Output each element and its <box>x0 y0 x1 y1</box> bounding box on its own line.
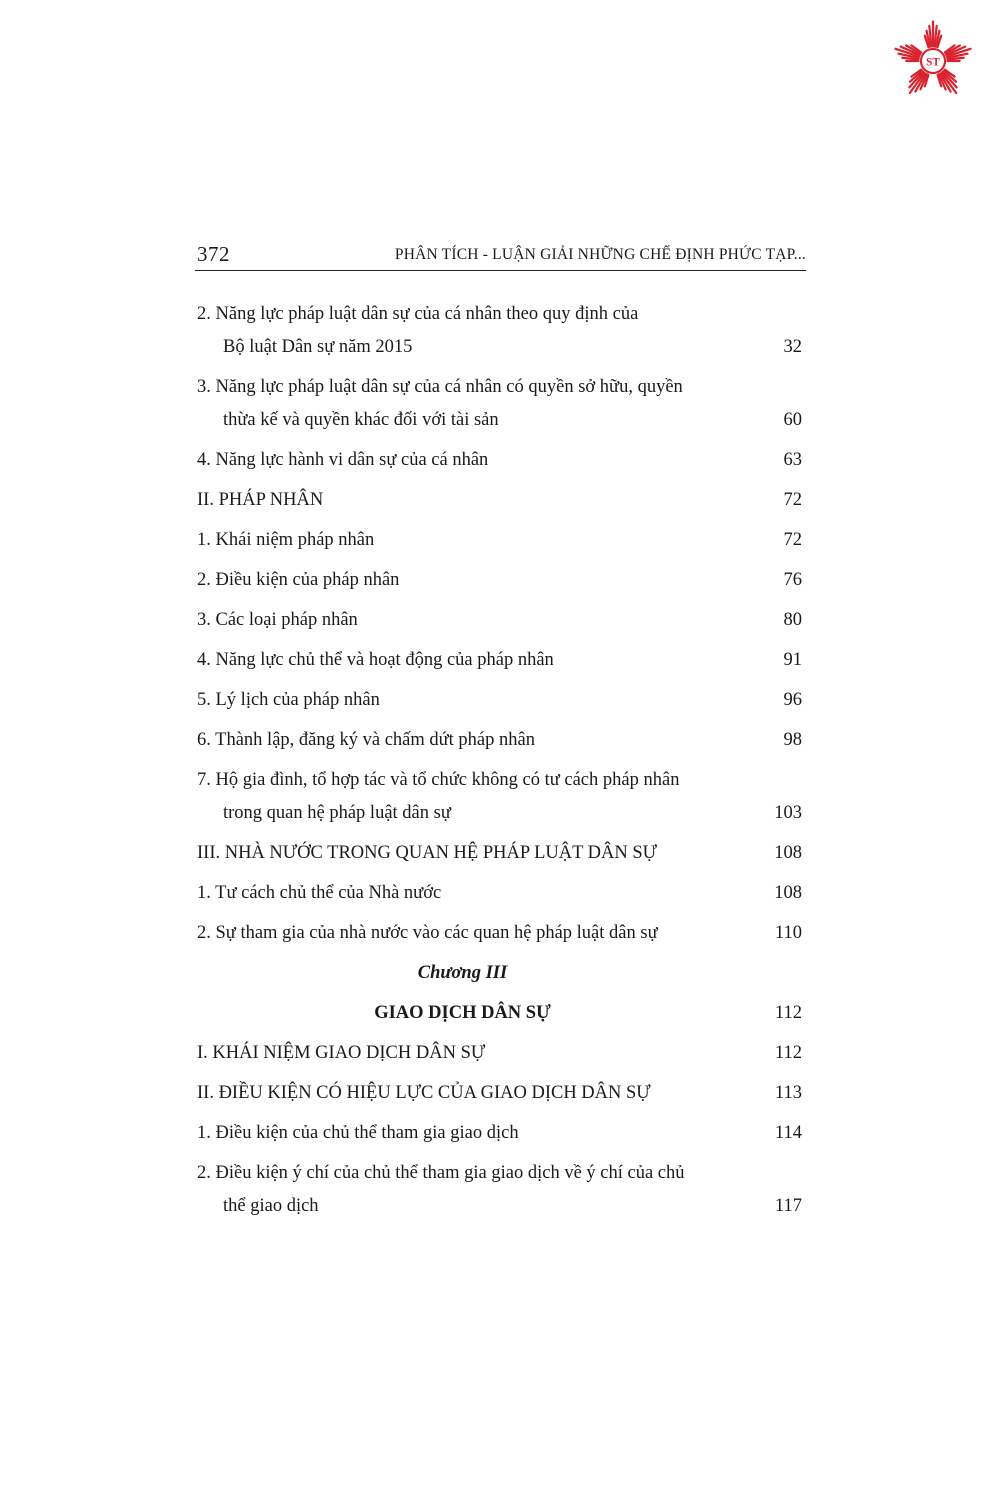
toc-entry-title: 2. Điều kiện của pháp nhân <box>197 570 400 590</box>
toc-entry-title: III. NHÀ NƯỚC TRONG QUAN HỆ PHÁP LUẬT DÂN SỰ <box>197 843 658 863</box>
toc-entry-title: I. KHÁI NIỆM GIAO DỊCH DÂN SỰ <box>197 1043 486 1063</box>
toc-entry-page: 32 <box>783 337 802 357</box>
table-of-contents <box>197 298 804 1230</box>
chapter-title: GIAO DỊCH DÂN SỰ <box>374 1003 551 1023</box>
toc-entry-page: 72 <box>783 490 802 510</box>
toc-entry-page: 98 <box>783 730 802 750</box>
toc-entry-page: 72 <box>783 530 802 550</box>
toc-entry-title-line: 3. Năng lực pháp luật dân sự của cá nhân có quyền sở hữu, quyền <box>197 377 683 397</box>
toc-entry-title-line: 2. Năng lực pháp luật dân sự của cá nhân theo quy định của <box>197 304 639 324</box>
toc-entry <box>197 877 804 910</box>
toc-entry <box>197 444 804 477</box>
toc-entry <box>197 764 804 830</box>
toc-entry-title-continuation: Bộ luật Dân sự năm 2015 <box>223 337 413 357</box>
toc-entry-page: 108 <box>774 843 802 863</box>
running-title: PHÂN TÍCH - LUẬN GIẢI NHỮNG CHẾ ĐỊNH PHỨC TẠP... <box>394 246 806 263</box>
toc-entry <box>197 1037 804 1070</box>
toc-entry-title: II. ĐIỀU KIỆN CÓ HIỆU LỰC CỦA GIAO DỊCH DÂN SỰ <box>197 1083 651 1103</box>
toc-entry-page: 110 <box>774 923 802 943</box>
toc-entry <box>197 564 804 597</box>
toc-entry-page: 112 <box>774 1003 802 1023</box>
toc-entry <box>197 1117 804 1150</box>
toc-entry <box>197 837 804 870</box>
toc-entry-page: 114 <box>774 1123 802 1143</box>
toc-entry <box>197 371 804 437</box>
toc-entry-page: 96 <box>783 690 802 710</box>
toc-entry-title-line: 2. Điều kiện ý chí của chủ thể tham gia giao dịch về ý chí của chủ <box>197 1163 685 1183</box>
page-number: 372 <box>197 242 230 266</box>
toc-entry-title: 1. Khái niệm pháp nhân <box>197 530 375 550</box>
toc-entry-page: 117 <box>774 1196 802 1216</box>
toc-entry <box>197 684 804 717</box>
toc-entry-page: 80 <box>783 610 802 630</box>
toc-entry-title: 4. Năng lực chủ thể và hoạt động của pháp nhân <box>197 650 554 670</box>
toc-entry-title: 6. Thành lập, đăng ký và chấm dứt pháp nhân <box>197 730 535 750</box>
toc-entry-page: 113 <box>774 1083 802 1103</box>
toc-entry-title-line: 7. Hộ gia đình, tổ hợp tác và tổ chức không có tư cách pháp nhân <box>197 770 680 790</box>
logo-monogram: ST <box>926 56 940 69</box>
toc-entry-title-continuation: thừa kế và quyền khác đối với tài sản <box>223 410 499 430</box>
toc-entry-title: 1. Tư cách chủ thể của Nhà nước <box>197 883 442 903</box>
toc-entry-title: 1. Điều kiện của chủ thể tham gia giao dịch <box>197 1123 519 1143</box>
toc-entry <box>197 644 804 677</box>
toc-entry-title-continuation: trong quan hệ pháp luật dân sự <box>223 803 451 823</box>
toc-entry-title: 3. Các loại pháp nhân <box>197 610 358 630</box>
toc-entry-title: 4. Năng lực hành vi dân sự của cá nhân <box>197 450 489 470</box>
toc-entry-page: 60 <box>783 410 802 430</box>
toc-entry-page: 112 <box>774 1043 802 1063</box>
toc-entry-page: 91 <box>783 650 802 670</box>
toc-entry <box>197 724 804 757</box>
toc-entry <box>197 298 804 364</box>
publisher-star-logo-icon <box>890 18 976 104</box>
chapter-label: Chương III <box>417 963 508 983</box>
toc-entry <box>197 1157 804 1223</box>
toc-entry-title-continuation: thể giao dịch <box>223 1196 319 1216</box>
page-header <box>195 240 806 271</box>
toc-entry <box>197 524 804 557</box>
toc-entry-page: 103 <box>774 803 802 823</box>
toc-entry-page: 108 <box>774 883 802 903</box>
toc-entry-title: 2. Sự tham gia của nhà nước vào các quan hệ pháp luật dân sự <box>197 923 658 943</box>
toc-entry-title: 5. Lý lịch của pháp nhân <box>197 690 380 710</box>
toc-entry-page: 76 <box>783 570 802 590</box>
toc-entry <box>197 1077 804 1110</box>
toc-entry <box>197 484 804 517</box>
toc-entry-page: 63 <box>783 450 802 470</box>
toc-entry-title: II. PHÁP NHÂN <box>197 490 324 510</box>
chapter-title-entry <box>197 997 804 1030</box>
toc-entry <box>197 917 804 950</box>
toc-entry <box>197 604 804 637</box>
